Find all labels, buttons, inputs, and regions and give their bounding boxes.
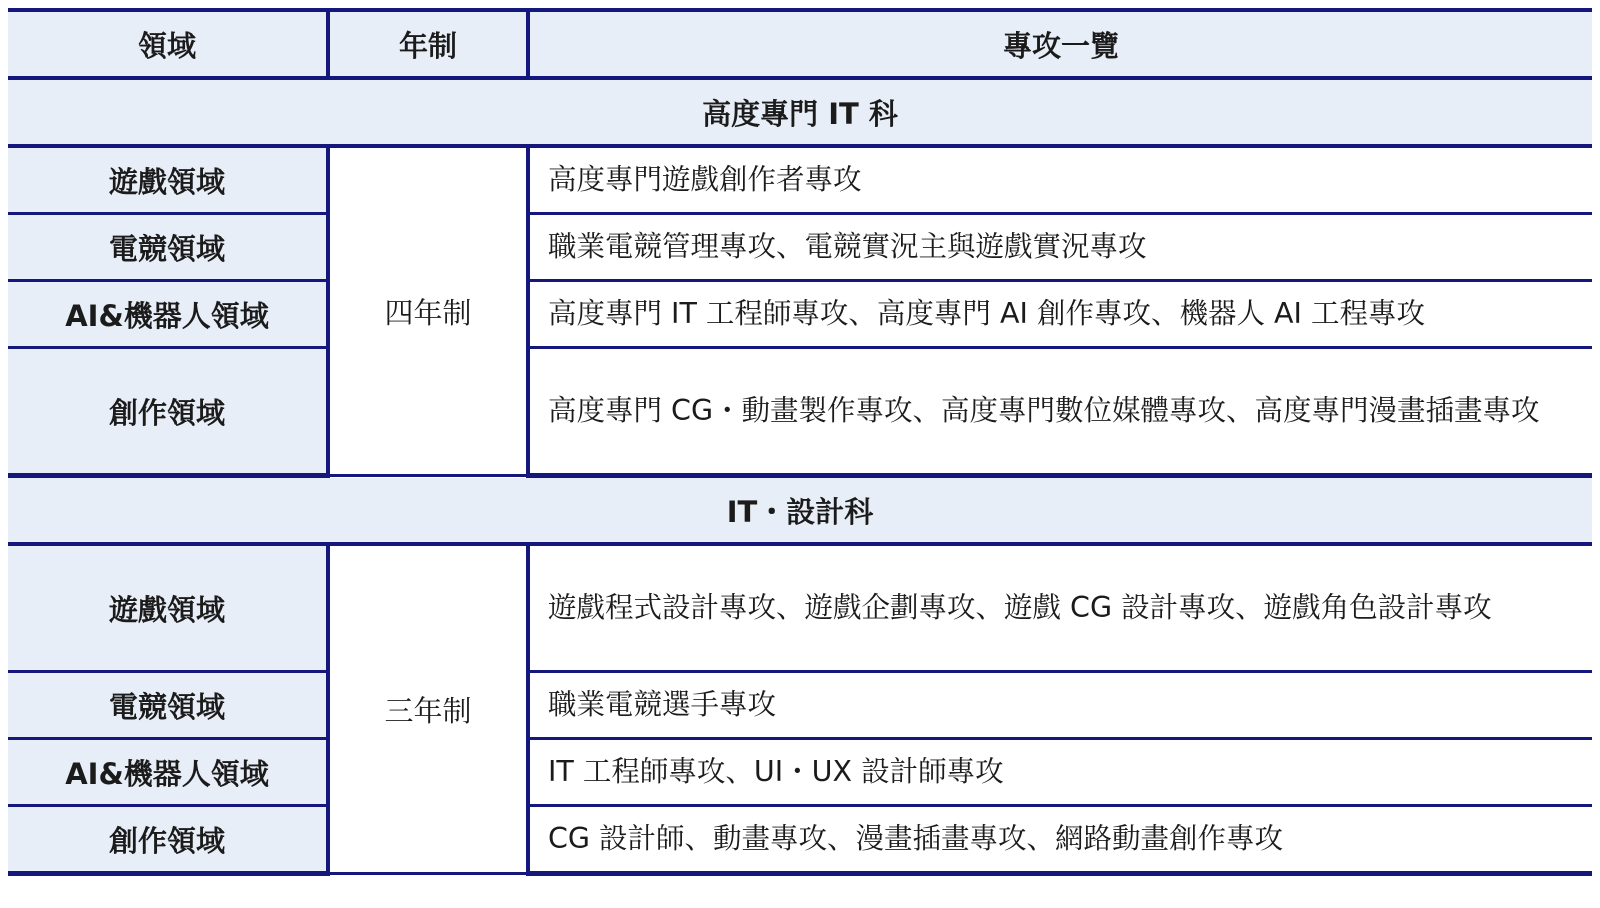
field-cell: 電競領域 [8,672,328,739]
header-majors: 專攻一覽 [528,10,1592,78]
majors-cell: 職業電競管理專攻、電競實況主與遊戲實況專攻 [528,214,1592,281]
header-years: 年制 [328,10,528,78]
majors-cell: 高度專門遊戲創作者專攻 [528,146,1592,214]
table-row [8,281,1592,348]
table-row [8,146,1592,214]
field-cell: 創作領域 [8,806,328,874]
table-header-row [8,10,1592,78]
majors-cell: 職業電競選手專攻 [528,672,1592,739]
header-field: 領域 [8,10,328,78]
field-cell: 創作領域 [8,348,328,476]
field-cell: 遊戲領域 [8,544,328,672]
section-header-row [8,476,1592,545]
majors-cell: IT 工程師專攻、UI・UX 設計師專攻 [528,739,1592,806]
majors-cell: 遊戲程式設計專攻、遊戲企劃專攻、遊戲 CG 設計專攻、遊戲角色設計專攻 [528,544,1592,672]
table-row [8,214,1592,281]
table-row [8,739,1592,806]
field-cell: 電競領域 [8,214,328,281]
majors-cell: 高度專門 CG・動畫製作專攻、高度專門數位媒體專攻、高度專門漫畫插畫專攻 [528,348,1592,476]
section-title: 高度專門 IT 科 [8,78,1592,146]
years-cell: 四年制 [328,146,528,476]
field-cell: AI&機器人領域 [8,739,328,806]
table-row [8,806,1592,874]
section-title: IT・設計科 [8,476,1592,545]
majors-cell: 高度專門 IT 工程師專攻、高度專門 AI 創作專攻、機器人 AI 工程專攻 [528,281,1592,348]
table-row [8,348,1592,476]
majors-cell: CG 設計師、動畫專攻、漫畫插畫專攻、網路動畫創作專攻 [528,806,1592,874]
field-cell: 遊戲領域 [8,146,328,214]
years-cell: 三年制 [328,544,528,874]
section-header-row [8,78,1592,146]
table-row [8,544,1592,672]
table-row [8,672,1592,739]
field-cell: AI&機器人領域 [8,281,328,348]
majors-table [8,8,1592,876]
